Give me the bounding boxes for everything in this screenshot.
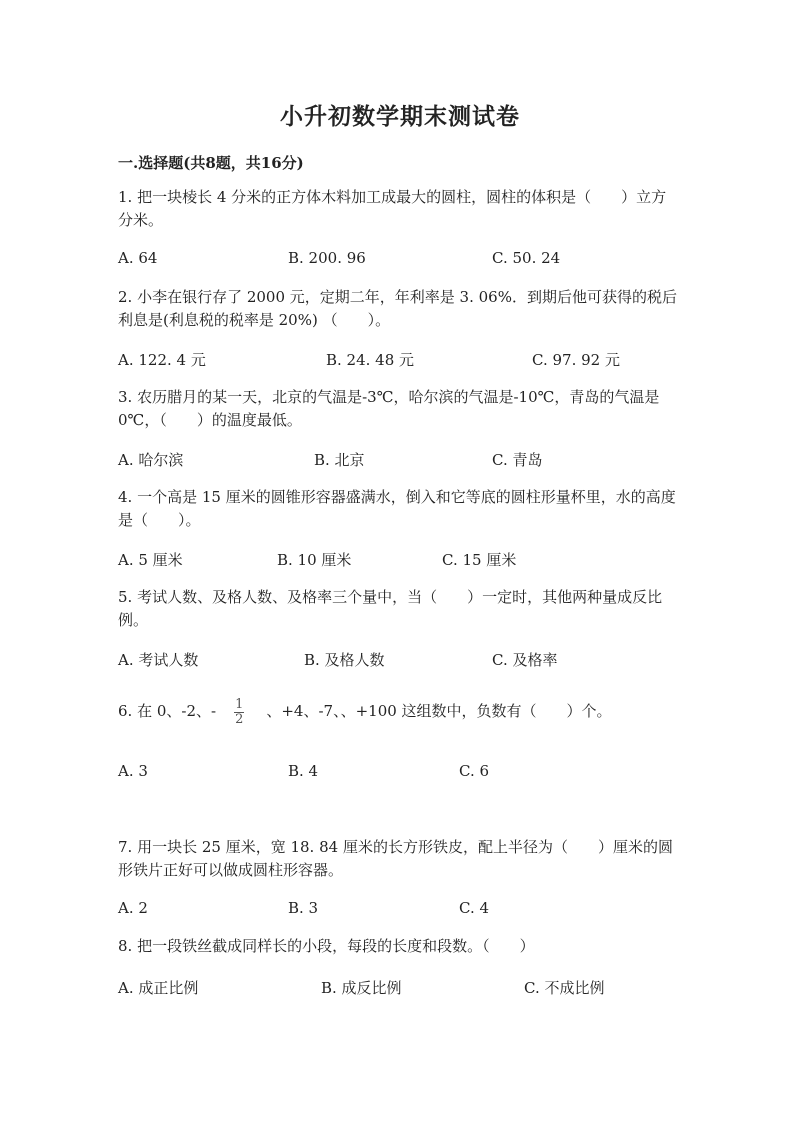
option-b[interactable]: B. 24. 48 元	[326, 351, 415, 369]
option-a[interactable]: A. 64	[118, 249, 158, 267]
option-b[interactable]: B. 3	[288, 899, 319, 917]
option-b[interactable]: B. 北京	[314, 451, 365, 469]
option-a[interactable]: A. 哈尔滨	[118, 451, 184, 469]
question-7: 7. 用一块长 25 厘米，宽 18. 84 厘米的长方形铁皮，配上半径为（ ）厘米的圆形铁片正好可以做成圆柱形容器。	[118, 838, 673, 879]
question-8: 8. 把一段铁丝截成同样长的小段，每段的长度和段数。（ ）	[118, 937, 535, 955]
question-5: 5. 考试人数、及格人数、及格率三个量中，当（ ）一定时，其他两种量成反比例。	[118, 588, 663, 629]
option-a[interactable]: A. 3	[118, 762, 148, 780]
option-c[interactable]: C. 15 厘米	[442, 551, 517, 569]
option-c[interactable]: C. 97. 92 元	[532, 351, 620, 369]
option-c[interactable]: C. 4	[459, 899, 490, 917]
question-6-text-before: 6. 在 0、-2、-	[118, 702, 217, 720]
options-8	[118, 977, 718, 999]
option-a[interactable]: A. 122. 4 元	[118, 351, 206, 369]
options-3	[118, 449, 718, 471]
fraction-denominator: 2	[235, 711, 244, 727]
section-heading: 一.选择题(共8题，共16分)	[118, 154, 304, 172]
question-1: 1. 把一块棱长 4 分米的正方体木料加工成最大的圆柱，圆柱的体积是（ ）立方分米。	[118, 188, 667, 229]
option-a[interactable]: A. 考试人数	[118, 651, 199, 669]
fraction-one-half	[234, 698, 244, 727]
question-2: 2. 小李在银行存了 2000 元，定期二年，年利率是 3. 06%．到期后他可获得的税后利息是(利息税的税率是 20%) （ ）。	[118, 288, 677, 329]
question-4: 4. 一个高是 15 厘米的圆锥形容器盛满水，倒入和它等底的圆柱形量杯里，水的高度是（ ）。	[118, 488, 676, 529]
options-1	[118, 249, 718, 271]
option-a[interactable]: A. 5 厘米	[118, 551, 183, 569]
option-a[interactable]: A. 2	[118, 899, 148, 917]
option-b[interactable]: B. 4	[288, 762, 319, 780]
options-2	[118, 349, 718, 371]
option-b[interactable]: B. 200. 96	[288, 249, 366, 267]
option-a[interactable]: A. 成正比例	[118, 979, 199, 997]
question-3: 3. 农历腊月的某一天，北京的气温是-3℃，哈尔滨的气温是-10℃，青岛的气温是 0℃，（ ）的温度最低。	[118, 388, 660, 429]
option-c[interactable]: C. 不成比例	[524, 979, 605, 997]
options-4	[118, 549, 718, 571]
options-5	[118, 649, 718, 671]
fraction-numerator: 1	[235, 696, 244, 712]
options-7	[118, 899, 718, 921]
option-c[interactable]: C. 青岛	[492, 451, 543, 469]
option-c[interactable]: C. 50. 24	[492, 249, 561, 267]
page-title: 小升初数学期末测试卷	[280, 103, 520, 130]
option-c[interactable]: C. 及格率	[492, 651, 558, 669]
options-6	[118, 762, 718, 784]
question-6	[118, 695, 718, 727]
question-6-text-after: 、+4、-7、、+100 这组数中，负数有（ ）个。	[266, 702, 612, 720]
option-b[interactable]: B. 10 厘米	[277, 551, 352, 569]
option-b[interactable]: B. 成反比例	[321, 979, 402, 997]
option-c[interactable]: C. 6	[459, 762, 490, 780]
option-b[interactable]: B. 及格人数	[304, 651, 385, 669]
